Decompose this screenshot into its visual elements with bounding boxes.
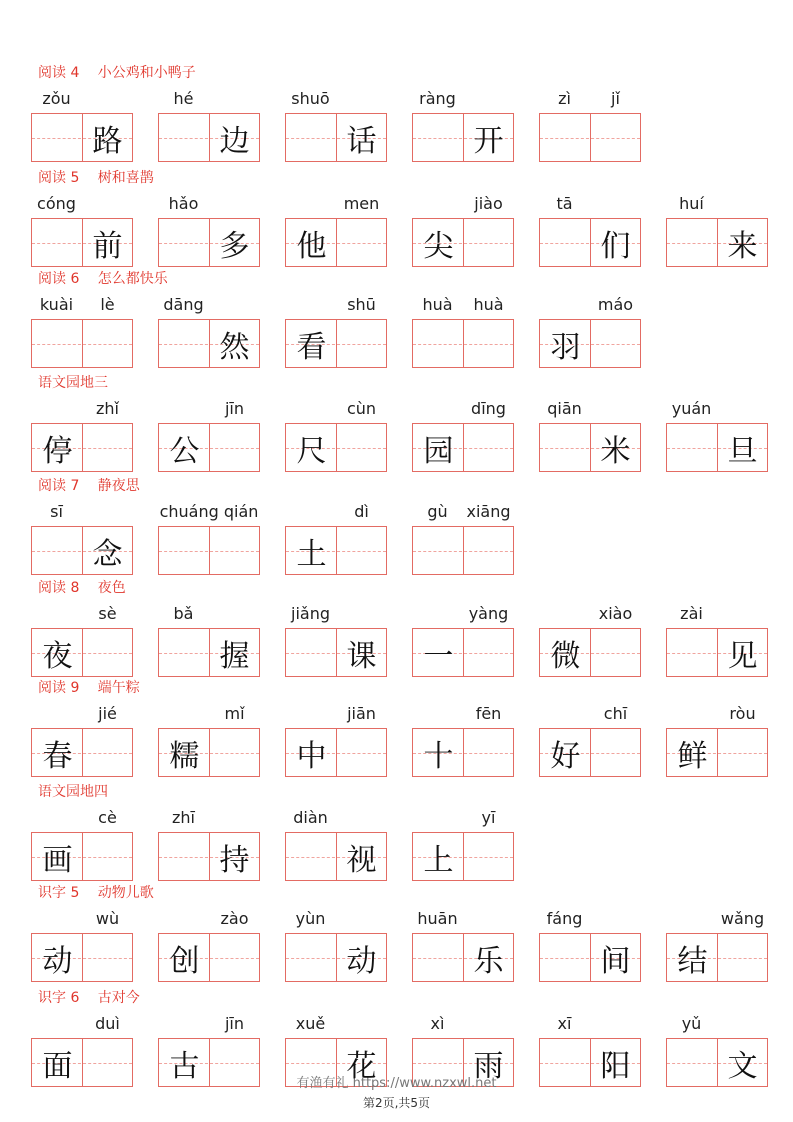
empty-writing-cell[interactable] — [463, 527, 514, 574]
hanzi-character: 上 — [423, 842, 454, 878]
writing-grid-pair[interactable] — [539, 1038, 641, 1087]
hanzi-character: 文 — [727, 1048, 758, 1084]
hanzi-character: 握 — [219, 638, 250, 674]
hanzi-character: 看 — [296, 329, 327, 365]
writing-grid-pair[interactable] — [31, 218, 133, 267]
pinyin-label: yuán — [671, 399, 712, 418]
writing-grid-pair[interactable] — [285, 218, 387, 267]
hanzi-character: 夜 — [42, 638, 73, 674]
hanzi-character: 雨 — [473, 1048, 504, 1084]
empty-writing-cell[interactable] — [336, 527, 387, 574]
hanzi-character: 阳 — [600, 1048, 631, 1084]
pinyin-label: sī — [50, 502, 63, 521]
writing-grid-pair[interactable] — [285, 628, 387, 677]
pinyin-label: jié — [98, 704, 117, 723]
pinyin-label: huà — [422, 295, 453, 314]
pinyin-label: fēn — [475, 704, 502, 723]
writing-grid-pair[interactable] — [666, 1038, 768, 1087]
hanzi-character: 十 — [423, 738, 454, 774]
hanzi-character: 好 — [550, 738, 581, 774]
hanzi-character: 动 — [346, 943, 377, 979]
empty-writing-cell[interactable] — [590, 729, 641, 776]
hanzi-character: 来 — [727, 228, 758, 264]
pinyin-label: yùn — [295, 909, 326, 928]
pinyin-label: cùn — [346, 399, 377, 418]
hanzi-character: 尺 — [296, 433, 327, 469]
section-title: 阅读 6 怎么都快乐 — [38, 271, 168, 287]
pinyin-label: mǐ — [224, 704, 245, 723]
writing-grid-pair[interactable] — [412, 728, 514, 777]
hanzi-character: 多 — [219, 228, 250, 264]
pinyin-label: cóng — [37, 194, 76, 213]
hanzi-character: 结 — [677, 943, 708, 979]
writing-grid-pair[interactable] — [158, 933, 260, 982]
empty-writing-cell[interactable] — [590, 320, 641, 367]
empty-writing-cell[interactable] — [463, 729, 514, 776]
writing-grid-pair[interactable] — [31, 113, 133, 162]
pinyin-label: dīng — [471, 399, 506, 418]
empty-writing-cell[interactable] — [413, 1039, 464, 1086]
empty-writing-cell[interactable] — [413, 114, 464, 161]
empty-writing-cell[interactable] — [336, 424, 387, 471]
hanzi-character: 乐 — [473, 943, 504, 979]
writing-grid-pair[interactable] — [412, 218, 514, 267]
empty-writing-cell[interactable] — [540, 114, 591, 161]
empty-writing-cell[interactable] — [82, 729, 133, 776]
watermark-text: 有渔有礼 https://www.nzxwl.net — [296, 1076, 497, 1091]
writing-grid-pair[interactable] — [158, 1038, 260, 1087]
empty-writing-cell[interactable] — [336, 729, 387, 776]
writing-grid-pair[interactable] — [31, 933, 133, 982]
pinyin-label: zào — [220, 909, 249, 928]
writing-grid-pair[interactable] — [158, 113, 260, 162]
hanzi-character: 话 — [346, 123, 377, 159]
hanzi-character: 园 — [423, 433, 454, 469]
writing-grid-pair[interactable] — [285, 933, 387, 982]
pinyin-label: diàn — [293, 808, 328, 827]
hanzi-character: 花 — [346, 1048, 377, 1084]
writing-grid-pair[interactable] — [539, 218, 641, 267]
pinyin-label: wù — [95, 909, 120, 928]
writing-grid-pair[interactable] — [31, 526, 133, 575]
hanzi-character: 糯 — [169, 738, 200, 774]
writing-grid-pair[interactable] — [666, 728, 768, 777]
pinyin-label: jīn — [224, 399, 245, 418]
empty-writing-cell[interactable] — [32, 219, 83, 266]
pinyin-label: xiào — [598, 604, 633, 623]
pinyin-label: huān — [417, 909, 458, 928]
empty-writing-cell[interactable] — [540, 219, 591, 266]
pinyin-label: chī — [603, 704, 628, 723]
empty-writing-cell[interactable] — [209, 527, 260, 574]
empty-writing-cell[interactable] — [413, 934, 464, 981]
writing-grid-pair[interactable] — [285, 423, 387, 472]
pinyin-label: jiǎng — [291, 604, 330, 623]
empty-writing-cell[interactable] — [540, 934, 591, 981]
hanzi-character: 然 — [219, 329, 250, 365]
empty-writing-cell[interactable] — [286, 833, 337, 880]
hanzi-character: 鲜 — [677, 738, 708, 774]
empty-writing-cell[interactable] — [286, 1039, 337, 1086]
section-title: 阅读 7 静夜思 — [38, 478, 140, 494]
pinyin-label: duì — [95, 1014, 120, 1033]
empty-writing-cell[interactable] — [540, 424, 591, 471]
writing-grid-pair[interactable] — [158, 526, 260, 575]
hanzi-character: 开 — [473, 123, 504, 159]
hanzi-character: 课 — [346, 638, 377, 674]
section-title: 阅读 9 端午粽 — [38, 680, 140, 696]
empty-writing-cell[interactable] — [413, 527, 464, 574]
empty-writing-cell[interactable] — [667, 424, 718, 471]
pinyin-label: ròu — [729, 704, 756, 723]
empty-writing-cell[interactable] — [32, 114, 83, 161]
pinyin-label: sè — [98, 604, 117, 623]
section-title: 阅读 4 小公鸡和小鸭子 — [38, 65, 196, 81]
pinyin-label: shuō — [291, 89, 330, 108]
writing-grid-pair[interactable] — [539, 113, 641, 162]
hanzi-character: 中 — [296, 738, 327, 774]
empty-writing-cell[interactable] — [463, 424, 514, 471]
hanzi-character: 尖 — [423, 228, 454, 264]
hanzi-character: 古 — [169, 1048, 200, 1084]
writing-grid-pair[interactable] — [539, 728, 641, 777]
writing-grid-pair[interactable] — [412, 526, 514, 575]
pinyin-label: zǒu — [42, 89, 71, 108]
writing-grid-pair[interactable] — [158, 423, 260, 472]
hanzi-character: 路 — [92, 123, 123, 159]
pinyin-label: jiān — [347, 704, 376, 723]
hanzi-character: 羽 — [550, 329, 581, 365]
hanzi-character: 土 — [296, 536, 327, 572]
hanzi-character: 他 — [296, 228, 327, 264]
hanzi-character: 米 — [600, 433, 631, 469]
writing-grid-pair[interactable] — [539, 319, 641, 368]
empty-writing-cell[interactable] — [159, 320, 210, 367]
writing-grid-pair[interactable] — [666, 933, 768, 982]
section-title: 阅读 5 树和喜鹊 — [38, 170, 154, 186]
pinyin-label: fáng — [546, 909, 583, 928]
pinyin-label: kuài — [39, 295, 74, 314]
writing-grid-pair[interactable] — [412, 113, 514, 162]
empty-writing-cell[interactable] — [82, 424, 133, 471]
empty-writing-cell[interactable] — [667, 219, 718, 266]
pinyin-label: máo — [597, 295, 634, 314]
writing-grid-pair[interactable] — [158, 319, 260, 368]
hanzi-character: 春 — [42, 738, 73, 774]
writing-grid-pair[interactable] — [158, 728, 260, 777]
writing-grid-pair[interactable] — [412, 933, 514, 982]
pinyin-label: xuě — [295, 1014, 326, 1033]
writing-grid-pair[interactable] — [412, 1038, 514, 1087]
writing-grid-pair[interactable] — [285, 1038, 387, 1087]
empty-writing-cell[interactable] — [82, 629, 133, 676]
writing-grid-pair[interactable] — [158, 832, 260, 881]
pinyin-label: yī — [481, 808, 496, 827]
empty-writing-cell[interactable] — [209, 1039, 260, 1086]
writing-grid-pair[interactable] — [412, 423, 514, 472]
empty-writing-cell[interactable] — [82, 934, 133, 981]
page-number: 第2页,共5页 — [362, 1096, 431, 1110]
pinyin-label: yǔ — [681, 1014, 702, 1033]
hanzi-character: 边 — [219, 123, 250, 159]
empty-writing-cell[interactable] — [413, 320, 464, 367]
pinyin-label: lè — [100, 295, 115, 314]
pinyin-label: xiāng — [466, 502, 511, 521]
pinyin-label: zhǐ — [96, 399, 119, 418]
hanzi-character: 动 — [42, 943, 73, 979]
empty-writing-cell[interactable] — [590, 629, 641, 676]
pinyin-label: cè — [98, 808, 117, 827]
hanzi-character: 们 — [600, 228, 631, 264]
pinyin-label: shū — [347, 295, 376, 314]
hanzi-character: 旦 — [727, 433, 758, 469]
pinyin-label: hé — [173, 89, 194, 108]
hanzi-character: 面 — [42, 1048, 73, 1084]
empty-writing-cell[interactable] — [159, 833, 210, 880]
empty-writing-cell[interactable] — [667, 629, 718, 676]
writing-grid-pair[interactable] — [31, 728, 133, 777]
pinyin-label: jiào — [474, 194, 503, 213]
writing-grid-pair[interactable] — [31, 319, 133, 368]
writing-grid-pair[interactable] — [31, 423, 133, 472]
empty-writing-cell[interactable] — [159, 219, 210, 266]
hanzi-character: 前 — [92, 228, 123, 264]
empty-writing-cell[interactable] — [463, 833, 514, 880]
empty-writing-cell[interactable] — [336, 320, 387, 367]
pinyin-label: qiān — [547, 399, 582, 418]
writing-grid-pair[interactable] — [285, 319, 387, 368]
empty-writing-cell[interactable] — [540, 1039, 591, 1086]
pinyin-label: dì — [354, 502, 369, 521]
empty-writing-cell[interactable] — [667, 1039, 718, 1086]
pinyin-label: chuáng qián — [159, 502, 259, 521]
empty-writing-cell[interactable] — [463, 320, 514, 367]
hanzi-character: 念 — [92, 536, 123, 572]
section-title: 语文园地三 — [38, 375, 108, 391]
writing-grid-pair[interactable] — [412, 319, 514, 368]
pinyin-label: yàng — [468, 604, 509, 623]
writing-grid-pair[interactable] — [285, 832, 387, 881]
writing-grid-pair[interactable] — [31, 1038, 133, 1087]
writing-grid-pair[interactable] — [285, 728, 387, 777]
empty-writing-cell[interactable] — [336, 219, 387, 266]
hanzi-character: 创 — [169, 943, 200, 979]
pinyin-label: ràng — [419, 89, 456, 108]
writing-grid-pair[interactable] — [285, 526, 387, 575]
empty-writing-cell[interactable] — [717, 934, 768, 981]
empty-writing-cell[interactable] — [209, 424, 260, 471]
section-title: 识字 5 动物儿歌 — [38, 885, 154, 901]
writing-grid-pair[interactable] — [412, 628, 514, 677]
pinyin-label: xī — [557, 1014, 572, 1033]
empty-writing-cell[interactable] — [209, 729, 260, 776]
pinyin-label: huà — [473, 295, 504, 314]
hanzi-character: 微 — [550, 638, 581, 674]
pinyin-label: xì — [430, 1014, 445, 1033]
pinyin-label: jǐ — [611, 89, 620, 108]
pinyin-label: zhī — [172, 808, 195, 827]
empty-writing-cell[interactable] — [82, 833, 133, 880]
empty-writing-cell[interactable] — [82, 320, 133, 367]
writing-grid-pair[interactable] — [666, 628, 768, 677]
empty-writing-cell[interactable] — [717, 729, 768, 776]
empty-writing-cell[interactable] — [286, 934, 337, 981]
pinyin-label: men — [343, 194, 380, 213]
empty-writing-cell[interactable] — [32, 527, 83, 574]
writing-grid-pair[interactable] — [666, 423, 768, 472]
writing-grid-pair[interactable] — [539, 423, 641, 472]
empty-writing-cell[interactable] — [32, 320, 83, 367]
empty-writing-cell[interactable] — [463, 219, 514, 266]
empty-writing-cell[interactable] — [82, 1039, 133, 1086]
pinyin-label: zì — [558, 89, 571, 108]
writing-grid-pair[interactable] — [539, 933, 641, 982]
empty-writing-cell[interactable] — [286, 114, 337, 161]
empty-writing-cell[interactable] — [159, 114, 210, 161]
empty-writing-cell[interactable] — [286, 629, 337, 676]
writing-grid-pair[interactable] — [158, 218, 260, 267]
section-title: 识字 6 古对今 — [38, 990, 140, 1006]
writing-grid-pair[interactable] — [285, 113, 387, 162]
empty-writing-cell[interactable] — [209, 934, 260, 981]
pinyin-label: hǎo — [168, 194, 199, 213]
pinyin-label: zài — [680, 604, 703, 623]
writing-grid-pair[interactable] — [412, 832, 514, 881]
hanzi-character: 公 — [169, 433, 200, 469]
hanzi-character: 画 — [42, 842, 73, 878]
pinyin-label: bǎ — [173, 604, 194, 623]
pinyin-label: jīn — [224, 1014, 245, 1033]
writing-grid-pair[interactable] — [539, 628, 641, 677]
hanzi-character: 持 — [219, 842, 250, 878]
empty-writing-cell[interactable] — [590, 114, 641, 161]
hanzi-character: 视 — [346, 842, 377, 878]
empty-writing-cell[interactable] — [159, 527, 210, 574]
section-title: 语文园地四 — [38, 784, 108, 800]
empty-writing-cell[interactable] — [159, 629, 210, 676]
writing-grid-pair[interactable] — [31, 832, 133, 881]
pinyin-label: tā — [556, 194, 573, 213]
empty-writing-cell[interactable] — [463, 629, 514, 676]
pinyin-label: dāng — [163, 295, 204, 314]
section-title: 阅读 8 夜色 — [38, 580, 126, 596]
pinyin-label: huí — [679, 194, 704, 213]
writing-grid-pair[interactable] — [666, 218, 768, 267]
pinyin-label: wǎng — [720, 909, 765, 928]
writing-grid-pair[interactable] — [158, 628, 260, 677]
writing-grid-pair[interactable] — [31, 628, 133, 677]
hanzi-character: 一 — [423, 638, 454, 674]
hanzi-character: 见 — [727, 638, 758, 674]
hanzi-character: 间 — [600, 943, 631, 979]
pinyin-label: gù — [427, 502, 448, 521]
hanzi-character: 停 — [42, 433, 73, 469]
